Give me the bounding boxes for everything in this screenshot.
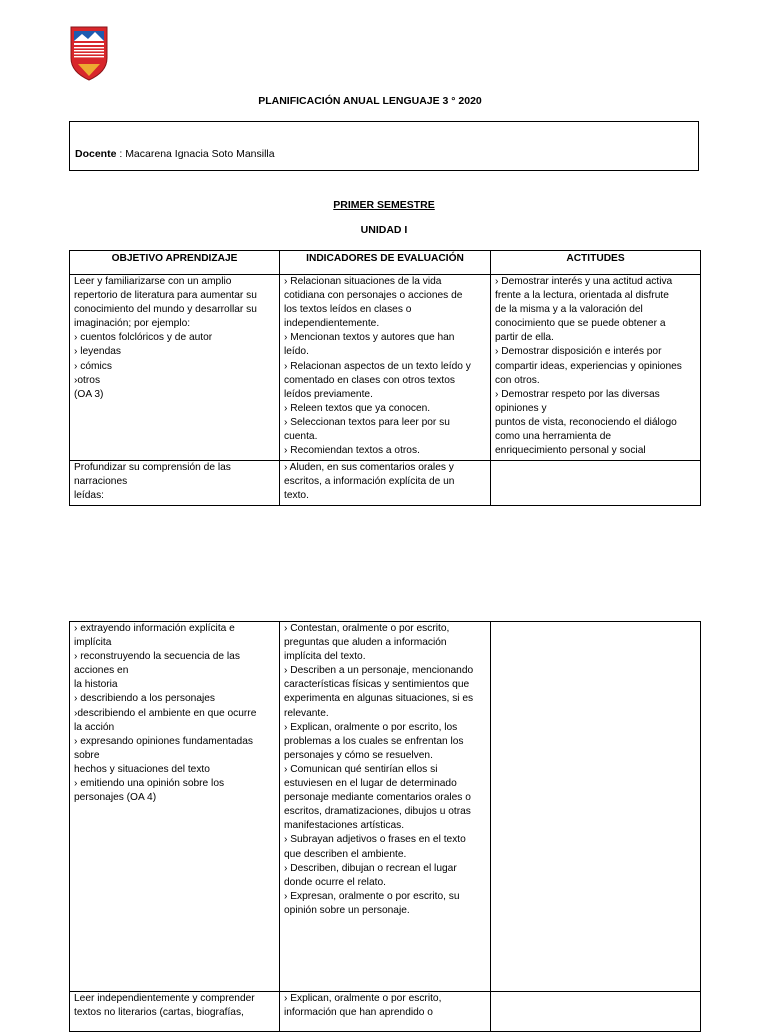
cell-line: los textos leídos en clases o [284, 304, 412, 316]
cell-line: › Releen textos que ya conocen. [284, 402, 431, 414]
cell-line: › Comunican qué sentirían ellos si [284, 763, 438, 775]
cell-line: experimenta en algunas situaciones, si es [284, 693, 474, 705]
cell-line: comentado en clases con otros textos [284, 374, 456, 386]
cell-line: preguntas que aluden a información [284, 637, 447, 649]
cell-line: frente a la lectura, orientada al disfrute [495, 290, 669, 302]
cell-line: Leer independientemente y comprender [74, 993, 255, 1004]
cell-line: partir de ella. [495, 332, 554, 344]
unit-heading: UNIDAD I [360, 224, 408, 236]
cell-line: la acción [74, 721, 115, 733]
cell-line: › extrayendo información explícita e [74, 623, 235, 634]
table-header-row [70, 251, 701, 275]
cell-line: cuenta. [284, 431, 318, 443]
cell-line: › Seleccionan textos para leer por su [284, 416, 450, 428]
docente-name: : Macarena Ignacia Soto Mansilla [116, 148, 275, 160]
cell-line: › cuentos folclóricos y de autor [74, 332, 213, 344]
table-row [70, 622, 701, 992]
table-row [70, 275, 701, 461]
cell-line: implícita [74, 637, 112, 649]
cell-line: Leer y familiarizarse con un amplio [74, 276, 232, 287]
cell-line: compartir ideas, experiencias y opiniones [495, 360, 682, 372]
cell-line: leídas: [74, 490, 105, 502]
docente-label: Docente [75, 148, 117, 160]
cell-line: › Explican, oralmente o por escrito, [284, 993, 442, 1004]
document-title: PLANIFICACIÓN ANUAL LENGUAJE 3 ° 2020 [258, 95, 482, 107]
indicadores-cell [280, 275, 491, 461]
cell-line: › Subrayan adjetivos o frases en el texto [284, 834, 466, 846]
cell-line: › leyendas [74, 346, 122, 358]
actitudes-cell [491, 992, 701, 1032]
cell-line: › Mencionan textos y autores que han [284, 332, 455, 344]
cell-line: conocimiento que se puede obtener a [495, 318, 666, 330]
cell-line: › Explican, oralmente o por escrito, los [284, 721, 458, 733]
cell-line: acciones en [74, 665, 129, 677]
cell-line: › describiendo a los personajes [74, 693, 216, 705]
planning-table-1 [69, 250, 701, 506]
cell-line: › Demostrar interés y una actitud activa [495, 276, 673, 287]
cell-line: que describen el ambiente. [284, 848, 407, 860]
indicadores-cell [280, 461, 491, 506]
cell-line: texto. [284, 490, 309, 502]
objetivo-cell [70, 992, 280, 1032]
cell-line: con otros. [495, 374, 540, 386]
indicadores-cell [280, 992, 491, 1032]
cell-line: › Demostrar respeto por las diversas [495, 388, 660, 400]
cell-line: la historia [74, 679, 118, 691]
cell-line: enriquecimiento personal y social [495, 445, 646, 457]
cell-line: leído. [284, 346, 309, 358]
cell-line: ›describiendo el ambiente en que ocurre [74, 707, 257, 719]
cell-line: › Describen a un personaje, mencionando [284, 665, 474, 677]
table-row [70, 992, 701, 1032]
cell-line: › Relacionan situaciones de la vida [284, 276, 442, 287]
cell-line: › reconstruyendo la secuencia de las [74, 651, 240, 663]
cell-line: personaje mediante comentarios orales o [284, 792, 471, 804]
cell-line: opinión sobre un personaje. [284, 904, 410, 916]
cell-line: de la misma y a la valoración del [495, 304, 643, 316]
school-crest-logo [68, 24, 110, 82]
cell-line: relevante. [284, 707, 329, 719]
cell-line: conocimiento del mundo y desarrollar su [74, 304, 257, 316]
semester-heading: PRIMER SEMESTRE [333, 199, 435, 211]
cell-line: › Expresan, oralmente o por escrito, su [284, 890, 460, 902]
cell-line: › Contestan, oralmente o por escrito, [284, 623, 450, 634]
cell-line: problemas a los cuales se enfrentan los [284, 735, 464, 747]
cell-line: implícita del texto. [284, 651, 366, 663]
cell-line: › Recomiendan textos a otros. [284, 445, 420, 457]
objetivo-cell [70, 622, 280, 992]
cell-line: donde ocurre el relato. [284, 876, 386, 888]
objetivo-cell [70, 461, 280, 506]
docente-box [69, 121, 699, 171]
cell-line: › cómics [74, 360, 112, 372]
planning-table-2 [69, 621, 701, 1032]
cell-line: opiniones y [495, 402, 547, 414]
cell-line: personajes (OA 4) [74, 792, 157, 804]
table-row [70, 461, 701, 506]
indicadores-cell [280, 622, 491, 992]
cell-line: › Aluden, en sus comentarios orales y [284, 462, 454, 473]
actitudes-cell [491, 275, 701, 461]
cell-line: independientemente. [284, 318, 380, 330]
cell-line: › expresando opiniones fundamentadas [74, 735, 253, 747]
cell-line: estuviesen en el lugar de determinado [284, 778, 457, 790]
cell-line: hechos y situaciones del texto [74, 763, 210, 775]
cell-line: › Demostrar disposición e interés por [495, 346, 662, 358]
cell-line: narraciones [74, 476, 128, 488]
header-objetivo: OBJETIVO APRENDIZAJE [70, 251, 280, 275]
header-actitudes: ACTITUDES [491, 251, 701, 275]
cell-line: (OA 3) [74, 388, 104, 400]
cell-line: › emitiendo una opinión sobre los [74, 778, 225, 790]
cell-line: textos no literarios (cartas, biografías, [74, 1007, 244, 1019]
cell-line: cotidiana con personajes o acciones de [284, 290, 463, 302]
cell-line: ›otros [74, 374, 101, 386]
cell-line: escritos, dramatizaciones, dibujos u otras [284, 806, 471, 818]
cell-line: sobre [74, 749, 100, 761]
actitudes-cell [491, 461, 701, 506]
actitudes-cell [491, 622, 701, 992]
cell-line: leídos previamente. [284, 388, 373, 400]
cell-line: manifestaciones artísticas. [284, 820, 405, 832]
cell-line: › Relacionan aspectos de un texto leído y [284, 360, 471, 372]
docente-line [75, 148, 275, 160]
cell-line: imaginación; por ejemplo: [74, 318, 191, 330]
cell-line: escritos, a información explícita de un [284, 476, 455, 488]
cell-line: como una herramienta de [495, 431, 612, 443]
cell-line: personajes y cómo se resuelven. [284, 749, 433, 761]
cell-line: Profundizar su comprensión de las [74, 462, 231, 473]
cell-line: › Describen, dibujan o recrean el lugar [284, 862, 457, 874]
cell-line: información que han aprendido o [284, 1007, 433, 1019]
cell-line: características físicas y sentimientos que [284, 679, 470, 691]
cell-line: puntos de vista, reconociendo el diálogo [495, 416, 677, 428]
objetivo-cell [70, 275, 280, 461]
header-indicadores: INDICADORES DE EVALUACIÓN [280, 251, 491, 275]
cell-line: repertorio de literatura para aumentar su [74, 290, 257, 302]
